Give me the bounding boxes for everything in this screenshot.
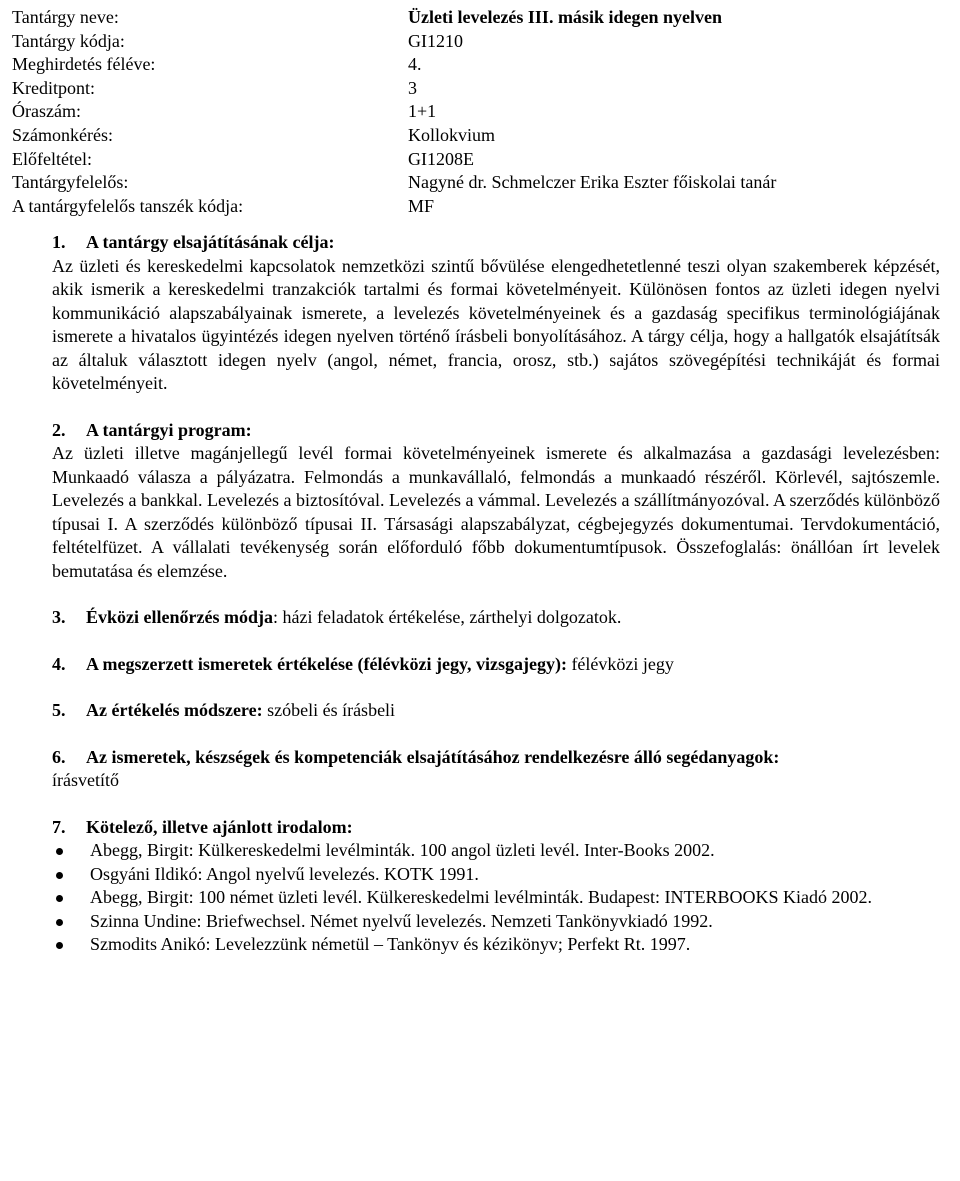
section-number: 5. [52, 700, 66, 721]
reference-list [12, 839, 948, 957]
section-4 [52, 653, 940, 677]
section-heading [52, 419, 940, 443]
info-row-hours [12, 100, 948, 124]
section-heading [52, 746, 940, 770]
section-5 [52, 699, 940, 723]
info-key: Tantárgy neve: [12, 7, 119, 27]
info-value: GI1208E [408, 148, 474, 169]
section-1 [52, 231, 940, 396]
reference-item [90, 863, 940, 887]
section-title: Évközi ellenőrzés módja [86, 607, 273, 628]
section-text: szóbeli és írásbeli [262, 700, 396, 721]
section-heading [52, 816, 940, 840]
section-title: A tantárgy elsajátításának célja: [86, 232, 335, 253]
info-value: 4. [408, 54, 422, 75]
reference-text: Osgyáni Ildikó: Angol nyelvű levelezés. KOTK 1991. [90, 863, 479, 884]
info-row-department [12, 195, 948, 219]
section-3 [52, 606, 940, 630]
info-value: 3 [408, 77, 417, 98]
info-key: Tantárgyfelelős: [12, 172, 129, 193]
section-text: házi feladatok értékelése, zárthelyi dolgozatok. [282, 607, 622, 628]
reference-text: Szinna Undine: Briefwechsel. Német nyelvű levelezés. Nemzeti Tankönyvkiadó 1992. [90, 910, 713, 931]
info-row-prerequisite [12, 148, 948, 172]
section-text: Az üzleti és kereskedelmi kapcsolatok nemzetközi szintű bővülése elengedhetetlenné teszi olyan szakemberek képzését, akik ismerik a kereskedelmi tranzakciók tartalmi és formai követelményeit. Különösen fontos az üzleti idegen nyelvi kommunikáció alapszabályainak ismerete, a levelezés követelményeinek és a gazdaság specifikus terminológiájának ismerete a hivatalos ügyintézés idegen nyelven történő írásbeli bonyolításához. A tárgy célja, hogy a hallgatók elsajátítsák az általuk választott idegen nyelv (angol, német, francia, orosz, stb.) sajátos szövegépítési technikáját és formai követelményeit. [52, 255, 940, 394]
info-value: 1+1 [408, 101, 437, 122]
section-2 [52, 419, 940, 584]
bullet-icon [56, 942, 63, 949]
reference-text: Abegg, Birgit: 100 német üzleti levél. Külkereskedelmi levélminták. Budapest: INTERBOOKS Kiadó 2002. [90, 887, 873, 908]
section-title: Az értékelés módszere: [86, 700, 263, 721]
info-value: Nagyné dr. Schmelczer Erika Eszter főiskolai tanár [408, 172, 777, 193]
info-key: Tantárgy kódja: [12, 30, 125, 51]
reference-item [90, 910, 940, 934]
reference-text: Szmodits Anikó: Levelezzünk németül – Tankönyv és kézikönyv; Perfekt Rt. 1997. [90, 934, 691, 955]
bullet-icon [56, 872, 63, 879]
info-key: Előfeltétel: [12, 148, 92, 169]
section-text: félévközi jegy [566, 653, 674, 674]
section-7 [52, 816, 940, 840]
section-title: A tantárgyi program: [86, 419, 252, 440]
section-text: Az üzleti illetve magánjellegű levél formai követelményeinek ismerete és alkalmazása a gazdasági levelezésben: Munkaadó válasza a pályázatra. Felmondás a munkavállaló, felmondás a munkaadó részéről. Körlevél, sajtószemle. Levelezés a bankkal. Levelezés a biztosítóval. Levelezés a vámmal. Levelezés a szállítmányozóval. A szerződés különböző típusai I. A szerződés különböző típusai II. Társasági alapszabályzat, cégbejegyzés dokumentumai. Tervdokumentáció, feltételfüzet. A vállalati tevékenység során előforduló főbb dokumentumtípusok. Összefoglalás: önállóan írt levelek bemutatása és elemzése. [52, 443, 940, 581]
reference-item [90, 886, 940, 910]
info-key: A tantárgyfelelős tanszék kódja: [12, 195, 244, 216]
info-value: Kollokvium [408, 124, 496, 145]
info-key: Kreditpont: [12, 77, 95, 98]
info-value: Üzleti levelezés III. másik idegen nyelven [408, 7, 722, 27]
reference-item [90, 933, 940, 957]
bullet-icon [56, 895, 63, 902]
section-number: 7. [52, 816, 66, 837]
reference-text: Abegg, Birgit: Külkereskedelmi levélminták. 100 angol üzleti levél. Inter-Books 2002. [90, 840, 715, 861]
section-title: Az ismeretek, készségek és kompetenciák elsajátításához rendelkezésre álló segédanyagok: [86, 746, 780, 767]
section-separator: : [272, 607, 283, 628]
section-number: 1. [52, 232, 66, 253]
section-heading [52, 231, 940, 255]
reference-item [90, 839, 940, 863]
section-title: A megszerzett ismeretek értékelése (félévközi jegy, vizsgajegy): [86, 653, 567, 674]
section-number: 4. [52, 653, 66, 674]
section-number: 6. [52, 746, 66, 767]
section-6 [52, 746, 940, 793]
bullet-icon [56, 848, 63, 855]
section-text: írásvetítő [52, 770, 119, 791]
info-row-semester [12, 53, 948, 77]
bullet-icon [56, 919, 63, 926]
info-key: Óraszám: [12, 101, 81, 122]
info-row-course-code [12, 30, 948, 54]
info-key: Számonkérés: [12, 124, 113, 145]
info-row-assessment [12, 124, 948, 148]
info-row-credits [12, 77, 948, 101]
info-row-responsible [12, 171, 948, 195]
info-row-course-name [12, 6, 948, 30]
course-info-table [12, 6, 948, 218]
section-title: Kötelező, illetve ajánlott irodalom: [86, 816, 353, 837]
info-value: GI1210 [408, 30, 463, 51]
info-key: Meghirdetés féléve: [12, 54, 156, 75]
section-number: 2. [52, 419, 66, 440]
section-number: 3. [52, 607, 66, 628]
info-value: MF [408, 195, 435, 216]
